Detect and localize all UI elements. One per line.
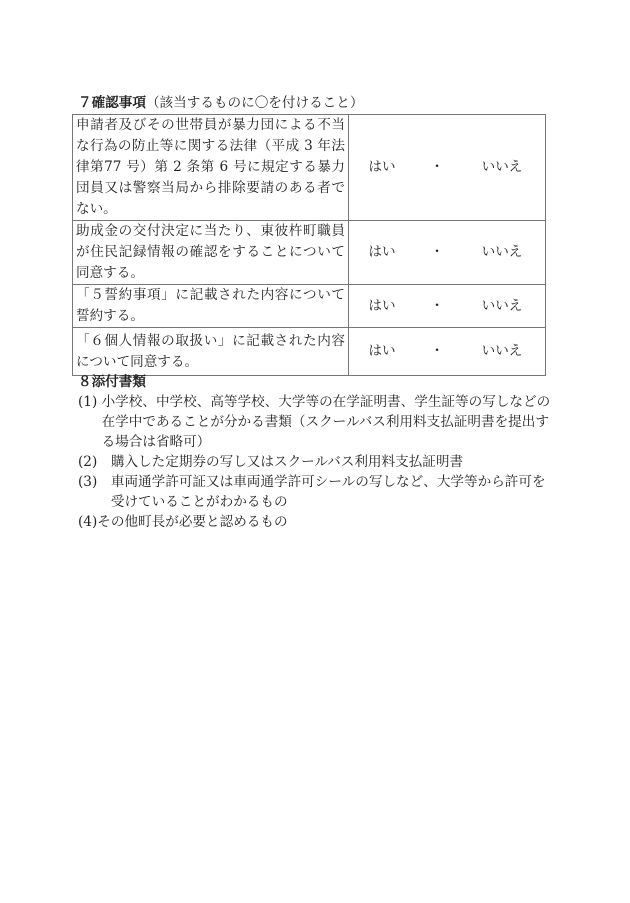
table-row [73,328,546,376]
item-number: (1) [78,394,102,410]
no-option[interactable]: いいえ [481,244,523,260]
separator: ・ [430,244,444,260]
item-text: その他町長が必要と認めるもの [97,514,288,530]
answer-cell[interactable] [349,221,546,285]
yes-option[interactable]: はい [368,159,396,175]
yes-option[interactable]: はい [368,297,396,314]
section-7-note: （該当するものに〇を付けること） [145,95,364,111]
separator: ・ [430,159,444,175]
attachment-item [78,452,554,472]
question-cell: 申請者及びその世帯員が暴力団による不当な行為の防止等に関する法律（平成 3 年法律第77 号）第 2 条第 6 号に規定する暴力団員又は警察当局から排除要請のある者でない。 [73,115,349,221]
attachments-section [78,372,554,532]
table-row [73,285,546,328]
confirmation-table [72,114,546,376]
table-row [73,221,546,285]
question-cell: 「５誓約事項」に記載された内容について誓約する。 [73,285,349,328]
no-option[interactable]: いいえ [481,159,523,175]
yes-option[interactable]: はい [368,244,396,260]
separator: ・ [430,343,444,359]
section-8-title: ８添付書類 [78,374,146,390]
attachment-item [78,472,554,512]
answer-cell[interactable] [349,285,546,328]
no-option[interactable]: いいえ [481,297,523,314]
yes-option[interactable]: はい [368,343,396,359]
item-number: (4) [78,514,98,530]
item-text: 小学校、中学校、高等学校、大学等の在学証明書、学生証等の写しなどの在学中であることが分かる書類（スクールバス利用料支払証明書を提出する場合は省略可） [101,394,551,450]
item-number: (2) [78,454,111,470]
separator: ・ [430,297,444,314]
section-7-heading [78,94,363,112]
table-row [73,115,546,221]
answer-cell[interactable] [349,115,546,221]
attachment-item [78,392,554,452]
answer-cell[interactable] [349,328,546,376]
attachment-item [78,512,554,532]
question-cell: 助成金の交付決定に当たり、東彼杵町職員が住民記録情報の確認をすることについて同意する。 [73,221,349,285]
item-text: 購入した定期券の写し又はスクールバス利用料支払証明書 [110,454,464,470]
section-7-title: 確認事項 [91,95,146,111]
no-option[interactable]: いいえ [481,343,523,359]
question-cell: 「６個人情報の取扱い」に記載された内容について同意する。 [73,328,349,376]
item-text: 車両通学許可証又は車両通学許可シールの写しなど、大学等から許可を受けていることがわかるもの [110,474,546,510]
item-number: (3) [78,474,111,490]
section-7-number: ７ [78,95,92,111]
